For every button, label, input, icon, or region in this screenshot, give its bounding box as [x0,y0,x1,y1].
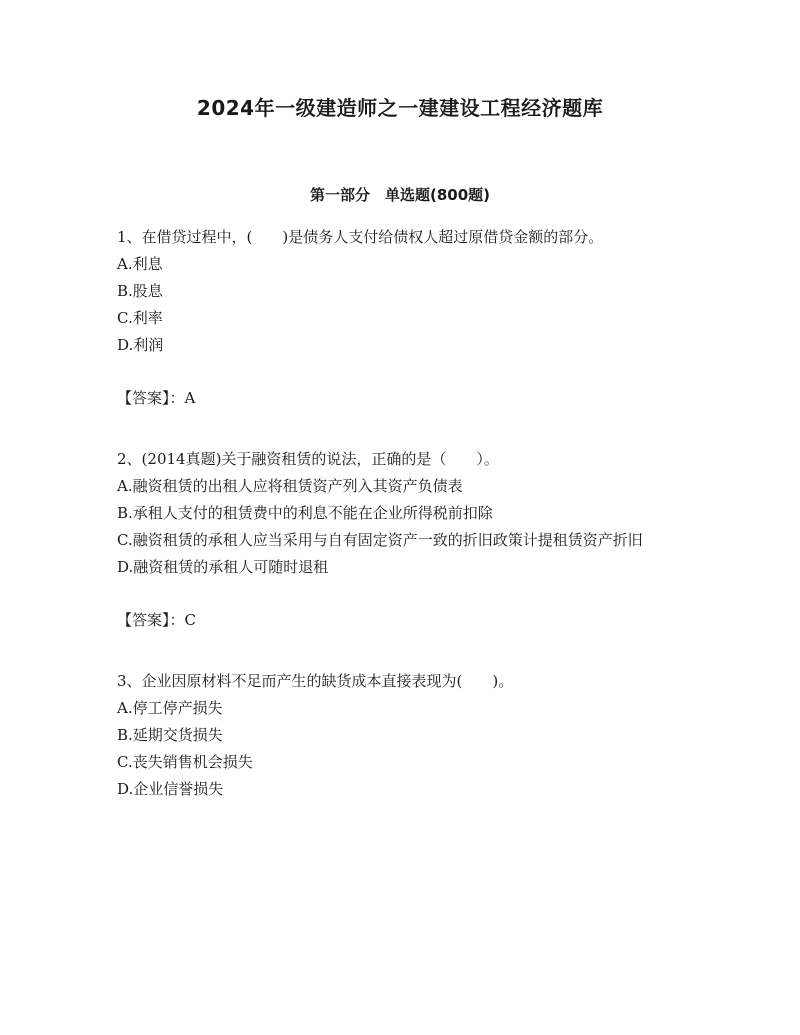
option-c: C.利率 [117,309,163,327]
question-stem: 3、企业因原材料不足而产生的缺货成本直接表现为( )。 [117,672,514,690]
question-1 [117,224,687,412]
answer-line: 【答案】：A [117,389,196,407]
option-c: C.融资租赁的承租人应当采用与自有固定资产一致的折旧政策计提租赁资产折旧 [117,531,643,549]
option-a: A.融资租赁的出租人应将租赁资产列入其资产负债表 [117,477,463,495]
option-a: A.停工停产损失 [117,699,223,717]
option-b: B.股息 [117,282,163,300]
question-2 [117,446,687,634]
question-list [117,224,687,803]
question-stem: 2、(2014真题)关于融资租赁的说法，正确的是（ ）。 [117,450,499,468]
option-d: D.企业信誉损失 [117,780,224,798]
option-d: D.融资租赁的承租人可随时退租 [117,558,329,576]
question-3 [117,668,687,803]
question-stem: 1、在借贷过程中，( )是债务人支付给债权人超过原借贷金额的部分。 [117,228,604,246]
option-c: C.丧失销售机会损失 [117,753,253,771]
option-a: A.利息 [117,255,163,273]
option-b: B.延期交货损失 [117,726,223,744]
section-title: 第一部分 单选题(800题) [309,186,491,204]
document-title: 2024年一级建造师之一建建设工程经济题库 [196,96,604,120]
option-d: D.利润 [117,336,164,354]
option-b: B.承租人支付的租赁费中的利息不能在企业所得税前扣除 [117,504,493,522]
answer-line: 【答案】：C [117,611,196,629]
